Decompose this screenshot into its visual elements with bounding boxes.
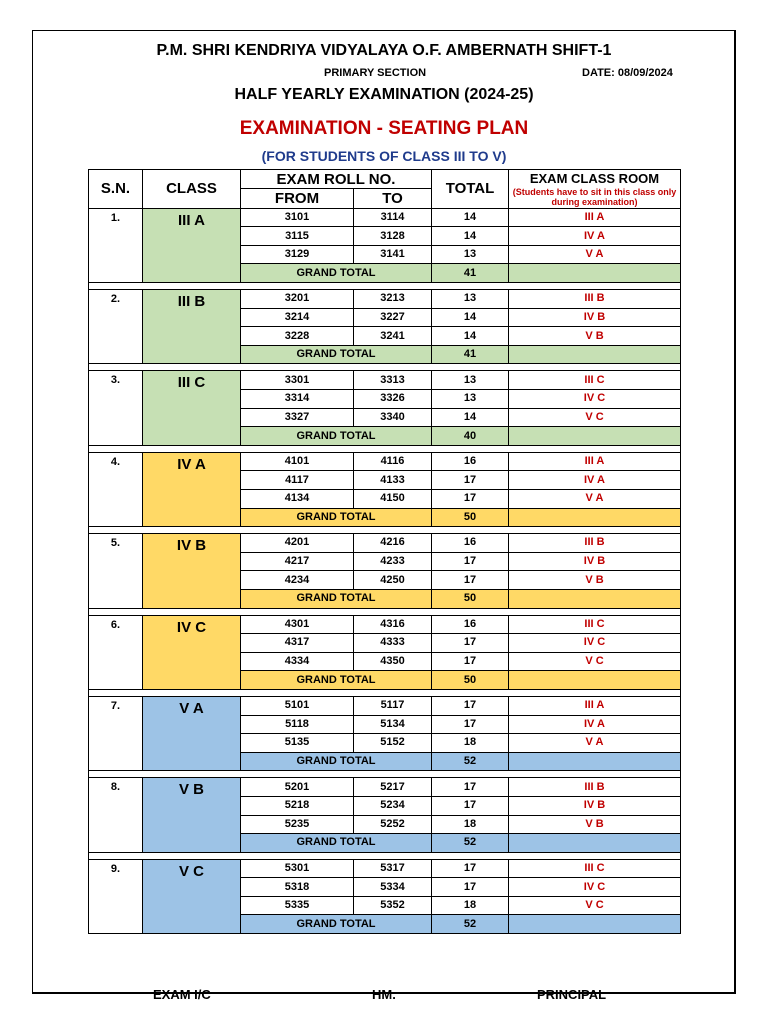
grand-total-value: 41 xyxy=(432,345,509,364)
exam-room: V A xyxy=(509,245,681,264)
row-total: 14 xyxy=(432,327,509,346)
seating-plan-body xyxy=(89,208,681,933)
roll-to: 4233 xyxy=(354,552,432,571)
row-total: 13 xyxy=(432,390,509,409)
roll-from: 3228 xyxy=(241,327,354,346)
serial-number: 1. xyxy=(89,208,143,282)
table-row xyxy=(89,859,681,878)
grand-total-room-blank xyxy=(509,589,681,608)
grand-total-room-blank xyxy=(509,508,681,527)
row-total: 16 xyxy=(432,452,509,471)
roll-to: 4133 xyxy=(354,471,432,490)
table-row xyxy=(89,696,681,715)
class-name: V C xyxy=(143,859,241,933)
row-total: 14 xyxy=(432,227,509,246)
roll-to: 3114 xyxy=(354,208,432,227)
serial-number: 2. xyxy=(89,290,143,364)
serial-number: 7. xyxy=(89,696,143,770)
spacer-cell xyxy=(89,852,681,859)
grand-total-value: 40 xyxy=(432,427,509,446)
group-spacer xyxy=(89,771,681,778)
grand-total-value: 52 xyxy=(432,915,509,934)
grand-total-value: 52 xyxy=(432,834,509,853)
header-sn: S.N. xyxy=(89,170,143,209)
grand-total-label: GRAND TOTAL xyxy=(241,264,432,283)
exam-room: IV A xyxy=(509,227,681,246)
roll-from: 4334 xyxy=(241,652,354,671)
row-total: 17 xyxy=(432,634,509,653)
grand-total-room-blank xyxy=(509,834,681,853)
row-total: 17 xyxy=(432,796,509,815)
row-total: 13 xyxy=(432,290,509,309)
row-total: 17 xyxy=(432,490,509,509)
group-spacer xyxy=(89,527,681,534)
roll-to: 5217 xyxy=(354,778,432,797)
roll-to: 5134 xyxy=(354,715,432,734)
row-total: 16 xyxy=(432,615,509,634)
roll-to: 4150 xyxy=(354,490,432,509)
row-total: 17 xyxy=(432,652,509,671)
roll-to: 3141 xyxy=(354,245,432,264)
roll-from: 4217 xyxy=(241,552,354,571)
header-class: CLASS xyxy=(143,170,241,209)
exam-room: III A xyxy=(509,696,681,715)
serial-number: 4. xyxy=(89,452,143,526)
exam-room: IV C xyxy=(509,390,681,409)
roll-to: 3227 xyxy=(354,308,432,327)
roll-to: 4316 xyxy=(354,615,432,634)
roll-to: 4350 xyxy=(354,652,432,671)
roll-to: 5117 xyxy=(354,696,432,715)
class-name: IV B xyxy=(143,534,241,608)
grand-total-room-blank xyxy=(509,752,681,771)
roll-from: 5335 xyxy=(241,896,354,915)
grand-total-label: GRAND TOTAL xyxy=(241,752,432,771)
grand-total-room-blank xyxy=(509,915,681,934)
grand-total-value: 41 xyxy=(432,264,509,283)
row-total: 17 xyxy=(432,696,509,715)
roll-from: 5135 xyxy=(241,734,354,753)
table-row xyxy=(89,615,681,634)
class-name: III C xyxy=(143,371,241,445)
roll-to: 4333 xyxy=(354,634,432,653)
serial-number: 6. xyxy=(89,615,143,689)
roll-from: 5318 xyxy=(241,878,354,897)
exam-room: III C xyxy=(509,615,681,634)
serial-number: 9. xyxy=(89,859,143,933)
row-total: 18 xyxy=(432,815,509,834)
exam-room: III C xyxy=(509,371,681,390)
roll-from: 5118 xyxy=(241,715,354,734)
exam-room: III A xyxy=(509,452,681,471)
roll-from: 4317 xyxy=(241,634,354,653)
roll-to: 4116 xyxy=(354,452,432,471)
roll-from: 5201 xyxy=(241,778,354,797)
page-title: EXAMINATION - SEATING PLAN xyxy=(239,118,529,139)
spacer-cell xyxy=(89,527,681,534)
exam-room: V C xyxy=(509,896,681,915)
roll-from: 4201 xyxy=(241,534,354,553)
grand-total-label: GRAND TOTAL xyxy=(241,589,432,608)
group-spacer xyxy=(89,364,681,371)
roll-from: 3301 xyxy=(241,371,354,390)
row-total: 17 xyxy=(432,878,509,897)
exam-room: V C xyxy=(509,652,681,671)
roll-to: 5317 xyxy=(354,859,432,878)
exam-room: III B xyxy=(509,534,681,553)
table-row xyxy=(89,452,681,471)
roll-to: 5234 xyxy=(354,796,432,815)
roll-from: 3101 xyxy=(241,208,354,227)
row-total: 16 xyxy=(432,534,509,553)
exam-room: III A xyxy=(509,208,681,227)
row-total: 14 xyxy=(432,208,509,227)
exam-room: V C xyxy=(509,408,681,427)
grand-total-value: 52 xyxy=(432,752,509,771)
grand-total-label: GRAND TOTAL xyxy=(241,671,432,690)
roll-from: 3214 xyxy=(241,308,354,327)
grand-total-label: GRAND TOTAL xyxy=(241,834,432,853)
roll-to: 5334 xyxy=(354,878,432,897)
table-row xyxy=(89,778,681,797)
exam-room: IV C xyxy=(509,878,681,897)
group-spacer xyxy=(89,689,681,696)
roll-from: 5235 xyxy=(241,815,354,834)
exam-room: III B xyxy=(509,290,681,309)
roll-from: 3115 xyxy=(241,227,354,246)
grand-total-value: 50 xyxy=(432,589,509,608)
spacer-cell xyxy=(89,771,681,778)
exam-room: IV B xyxy=(509,308,681,327)
hm-signature: HM. xyxy=(372,987,396,1002)
roll-to: 3313 xyxy=(354,371,432,390)
header-exam-room xyxy=(509,170,681,209)
table-row xyxy=(89,371,681,390)
header-from: FROM xyxy=(241,189,354,208)
date-label: DATE: 08/09/2024 xyxy=(582,67,673,79)
grand-total-label: GRAND TOTAL xyxy=(241,508,432,527)
exam-room: IV A xyxy=(509,471,681,490)
group-spacer xyxy=(89,608,681,615)
roll-to: 5152 xyxy=(354,734,432,753)
exam-room: V B xyxy=(509,327,681,346)
grand-total-room-blank xyxy=(509,671,681,690)
grand-total-room-blank xyxy=(509,264,681,283)
roll-from: 5218 xyxy=(241,796,354,815)
principal-signature: PRINCIPAL xyxy=(537,987,607,1002)
group-spacer xyxy=(89,445,681,452)
roll-from: 5301 xyxy=(241,859,354,878)
spacer-cell xyxy=(89,689,681,696)
roll-to: 3213 xyxy=(354,290,432,309)
roll-from: 4134 xyxy=(241,490,354,509)
roll-to: 4216 xyxy=(354,534,432,553)
header-exam-room-label: EXAM CLASS ROOM xyxy=(529,171,660,186)
exam-room: IV B xyxy=(509,552,681,571)
grand-total-label: GRAND TOTAL xyxy=(241,427,432,446)
exam-room: V B xyxy=(509,571,681,590)
row-total: 17 xyxy=(432,778,509,797)
roll-to: 5352 xyxy=(354,896,432,915)
serial-number: 8. xyxy=(89,778,143,852)
page-subtitle: (FOR STUDENTS OF CLASS III TO V) xyxy=(261,148,507,164)
exam-room: IV C xyxy=(509,634,681,653)
class-name: IV A xyxy=(143,452,241,526)
row-total: 17 xyxy=(432,859,509,878)
serial-number: 3. xyxy=(89,371,143,445)
roll-from: 3129 xyxy=(241,245,354,264)
row-total: 13 xyxy=(432,371,509,390)
table-row xyxy=(89,208,681,227)
spacer-cell xyxy=(89,445,681,452)
grand-total-room-blank xyxy=(509,427,681,446)
exam-ic-signature: EXAM I/C xyxy=(153,987,211,1002)
row-total: 17 xyxy=(432,571,509,590)
header-roll-no: EXAM ROLL NO. xyxy=(241,170,432,189)
roll-from: 3314 xyxy=(241,390,354,409)
grand-total-room-blank xyxy=(509,345,681,364)
grand-total-label: GRAND TOTAL xyxy=(241,915,432,934)
roll-from: 5101 xyxy=(241,696,354,715)
exam-room: V A xyxy=(509,734,681,753)
exam-room: III B xyxy=(509,778,681,797)
table-row xyxy=(89,534,681,553)
class-name: V A xyxy=(143,696,241,770)
header-to: TO xyxy=(354,189,432,208)
table-row xyxy=(89,290,681,309)
grand-total-value: 50 xyxy=(432,508,509,527)
roll-from: 3327 xyxy=(241,408,354,427)
row-total: 17 xyxy=(432,715,509,734)
grand-total-label: GRAND TOTAL xyxy=(241,345,432,364)
exam-room: IV B xyxy=(509,796,681,815)
roll-to: 3326 xyxy=(354,390,432,409)
row-total: 14 xyxy=(432,308,509,327)
group-spacer xyxy=(89,283,681,290)
row-total: 17 xyxy=(432,552,509,571)
exam-name: HALF YEARLY EXAMINATION (2024-25) xyxy=(234,86,534,103)
exam-room: III C xyxy=(509,859,681,878)
grand-total-value: 50 xyxy=(432,671,509,690)
class-name: V B xyxy=(143,778,241,852)
roll-to: 3340 xyxy=(354,408,432,427)
roll-to: 4250 xyxy=(354,571,432,590)
exam-room: IV A xyxy=(509,715,681,734)
roll-to: 3241 xyxy=(354,327,432,346)
header-total: TOTAL xyxy=(432,170,509,209)
header-exam-room-note: (Students have to sit in this class only during examination) xyxy=(512,187,677,208)
roll-from: 4234 xyxy=(241,571,354,590)
roll-to: 5252 xyxy=(354,815,432,834)
row-total: 13 xyxy=(432,245,509,264)
roll-from: 3201 xyxy=(241,290,354,309)
seating-plan-table xyxy=(88,169,681,934)
class-name: III A xyxy=(143,208,241,282)
class-name: IV C xyxy=(143,615,241,689)
group-spacer xyxy=(89,852,681,859)
serial-number: 5. xyxy=(89,534,143,608)
roll-from: 4301 xyxy=(241,615,354,634)
roll-to: 3128 xyxy=(354,227,432,246)
class-name: III B xyxy=(143,290,241,364)
spacer-cell xyxy=(89,608,681,615)
roll-from: 4101 xyxy=(241,452,354,471)
spacer-cell xyxy=(89,283,681,290)
row-total: 17 xyxy=(432,471,509,490)
section-label: PRIMARY SECTION xyxy=(324,67,427,79)
roll-from: 4117 xyxy=(241,471,354,490)
spacer-cell xyxy=(89,364,681,371)
exam-room: V A xyxy=(509,490,681,509)
row-total: 14 xyxy=(432,408,509,427)
school-name: P.M. SHRI KENDRIYA VIDYALAYA O.F. AMBERNATH SHIFT-1 xyxy=(156,42,612,59)
exam-room: V B xyxy=(509,815,681,834)
row-total: 18 xyxy=(432,896,509,915)
row-total: 18 xyxy=(432,734,509,753)
